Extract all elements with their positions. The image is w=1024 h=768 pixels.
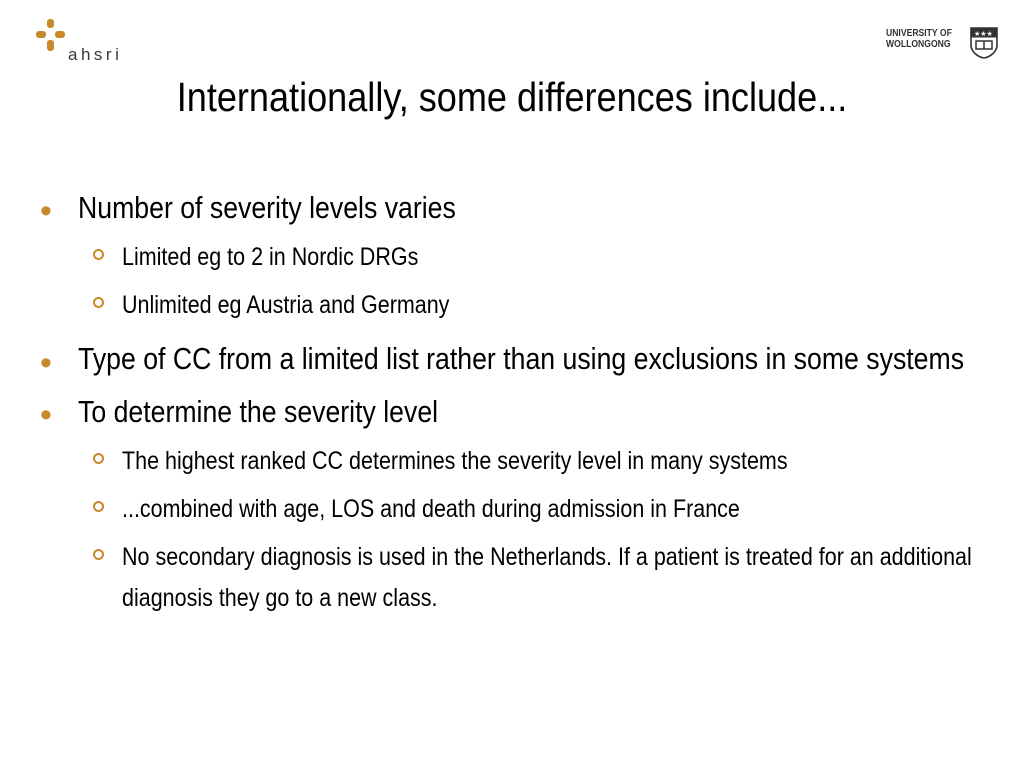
- sub-list-item: [36, 282, 1016, 330]
- uow-crest-icon: [970, 27, 998, 59]
- bullet-text: To determine the severity level: [78, 394, 439, 429]
- slide-title: Internationally, some differences include...: [176, 74, 848, 120]
- sub-list-item: [36, 438, 1016, 486]
- bullet-ring-icon: [93, 453, 104, 464]
- uow-logo-line2: WOLLONGONG: [886, 38, 951, 50]
- uow-logo-text: [886, 28, 952, 50]
- sub-list-item: [36, 234, 1016, 282]
- sub-list-item: [36, 534, 1016, 623]
- ahsri-logo-text: ahsri: [68, 45, 123, 64]
- bullet-dot-icon: •: [40, 344, 52, 382]
- uow-logo-line1: UNIVERSITY OF: [886, 27, 952, 39]
- bullet-ring-icon: [93, 297, 104, 308]
- sub-bullet-text: No secondary diagnosis is used in the Netherlands. If a patient is treated for an additional diagnosis they go to a new class.: [122, 543, 972, 612]
- bullet-text: Number of severity levels varies: [78, 190, 456, 225]
- list-item: [36, 388, 1016, 436]
- sub-bullet-text: The highest ranked CC determines the severity level in many systems: [122, 447, 788, 475]
- list-item: [36, 184, 1016, 232]
- ahsri-logo: [36, 18, 146, 68]
- bullet-ring-icon: [93, 549, 104, 560]
- bullet-ring-icon: [93, 249, 104, 260]
- sub-bullet-text: ...combined with age, LOS and death during admission in France: [122, 495, 740, 523]
- sub-bullet-text: Unlimited eg Austria and Germany: [122, 291, 450, 319]
- ahsri-cross-icon: [36, 18, 66, 52]
- bullet-list: [36, 184, 1016, 623]
- bullet-ring-icon: [93, 501, 104, 512]
- sub-list-item: [36, 486, 1016, 534]
- university-of-wollongong-logo: [884, 27, 1000, 61]
- bullet-dot-icon: •: [40, 396, 52, 434]
- bullet-text: Type of CC from a limited list rather than using exclusions in some systems: [78, 341, 965, 376]
- sub-bullet-text: Limited eg to 2 in Nordic DRGs: [122, 243, 419, 271]
- svg-text:★★★: ★★★: [974, 30, 993, 38]
- bullet-dot-icon: •: [40, 192, 52, 230]
- list-item: [36, 336, 1016, 382]
